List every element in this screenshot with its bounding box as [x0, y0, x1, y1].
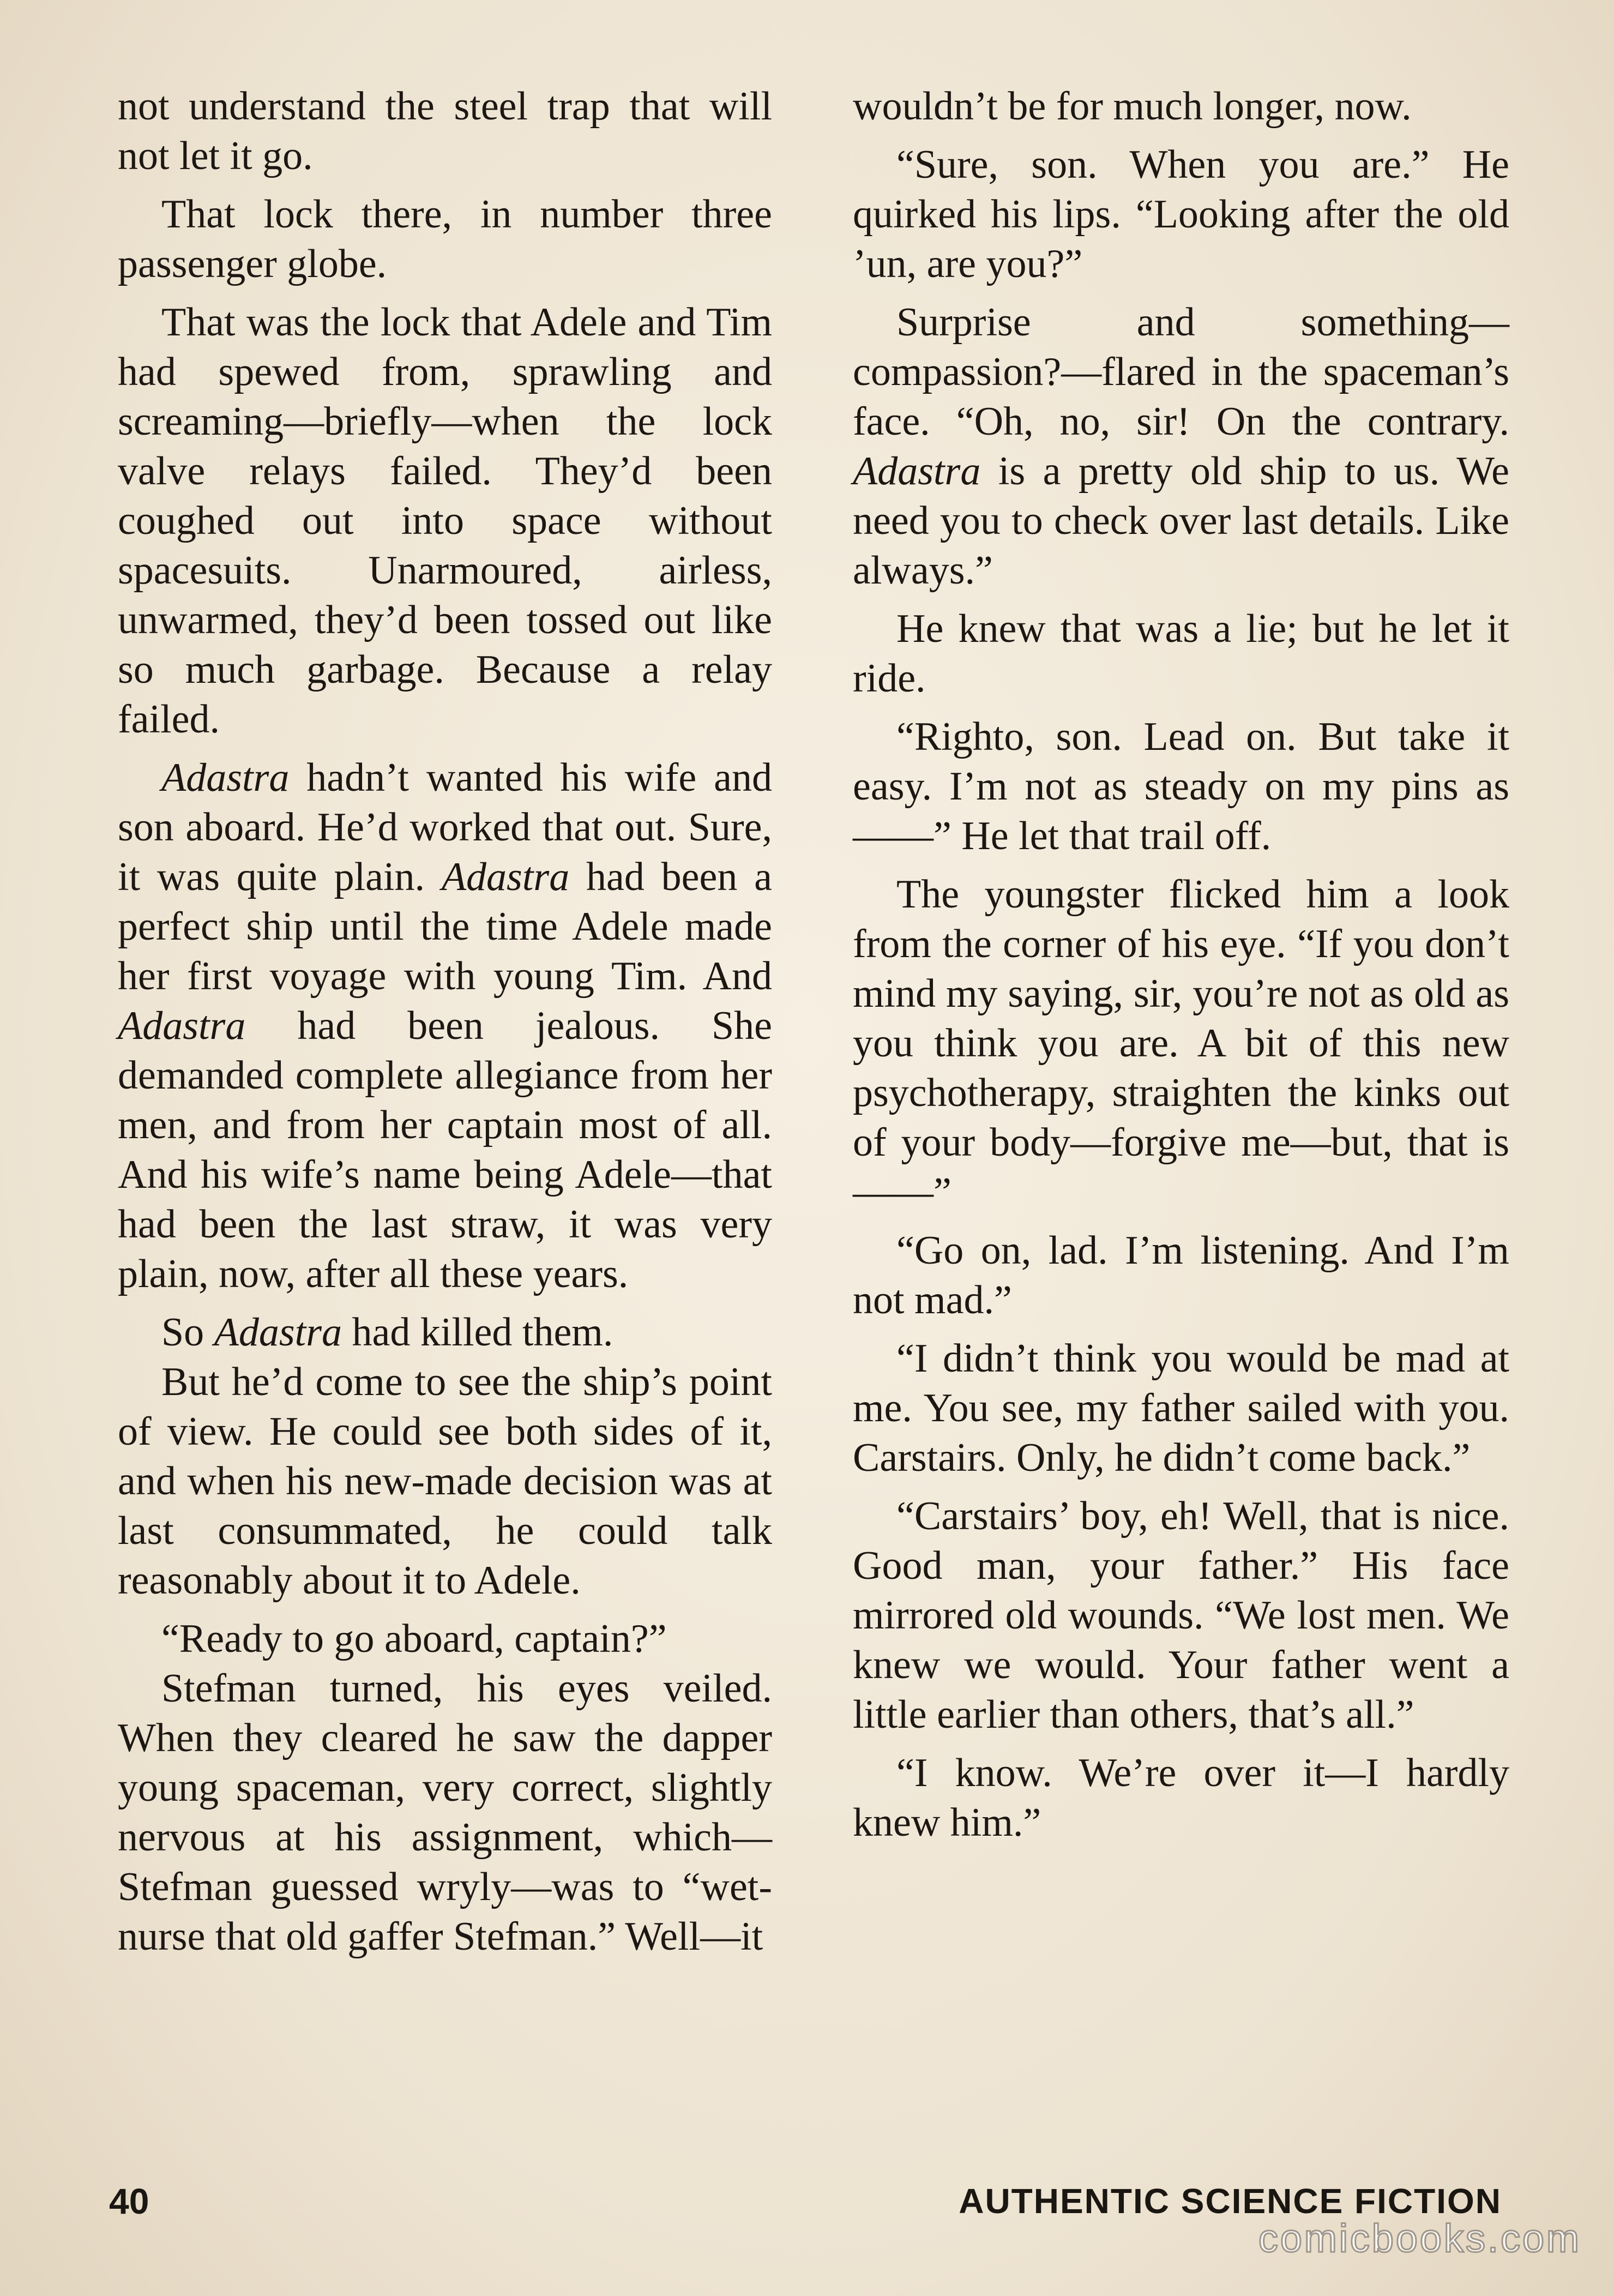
- paragraph: wouldn’t be for much longer, now.: [853, 84, 1412, 129]
- text-run: hadn’t wanted his wife and son aboard. He’d worked that out. Sure, it was quite plain.: [118, 755, 772, 899]
- paragraph: “I know. We’re over it—I hardly knew him.”: [853, 1751, 1509, 1845]
- text-run: Surprise and something—compassion?—flared in the spaceman’s face. “Oh, no, sir! On the contrary.: [853, 300, 1509, 444]
- paragraph: “Go on, lad. I’m listening. And I’m not mad.”: [853, 1228, 1509, 1323]
- left-column: [118, 82, 772, 1970]
- paragraph: [118, 1308, 772, 1357]
- paragraph: But he’d come to see the ship’s point of view. He could see both sides of it, and when his new-made decision was at last consummated, he could talk reasonably about it to Adele.: [118, 1360, 772, 1603]
- ship-name: Adastra: [161, 755, 290, 800]
- ship-name: Adastra: [118, 1003, 246, 1048]
- paragraph: not understand the steel trap that will not let it go.: [118, 84, 772, 178]
- page-number: 40: [109, 2181, 149, 2221]
- paragraph: The youngster flicked him a look from the corner of his eye. “If you don’t mind my saying, sir, you’re not as old as you think you are. A bit of this new psychotherapy, straighten the kinks out of your body—forgive me—but, that is——”: [853, 872, 1509, 1215]
- ship-name: Adastra: [853, 449, 981, 494]
- text-run: had killed them.: [342, 1310, 613, 1355]
- paragraph: [853, 298, 1509, 596]
- paragraph: “Ready to go aboard, captain?”: [161, 1616, 667, 1661]
- running-head: AUTHENTIC SCIENCE FICTION: [959, 2181, 1502, 2221]
- text-run: is a pretty old ship to us. We need you to check over last details. Like always.”: [853, 449, 1509, 593]
- right-column: [853, 82, 1509, 1856]
- paragraph: That was the lock that Adele and Tim had spewed from, sprawling and screaming—briefly—when the lock valve relays failed. They’d been coughed out into space without spacesuits. Unarmoured, airless, unwarmed, they’d been tossed out like so much garbage. Because a relay failed.: [118, 300, 772, 742]
- watermark: comicbooks.com: [1258, 2217, 1581, 2261]
- paragraph: Stefman turned, his eyes veiled. When they cleared he saw the dapper young spaceman, very correct, slightly nervous at his assignment, which—Stefman guessed wryly—was to “wet-nurse that old gaffer Stefman.” Well—it: [118, 1666, 772, 1959]
- ship-name: Adastra: [214, 1310, 342, 1355]
- paragraph: “Righto, son. Lead on. But take it easy. I’m not as steady on my pins as——” He let that trail off.: [853, 714, 1509, 858]
- paragraph: “I didn’t think you would be mad at me. You see, my father sailed with you. Carstairs. Only, he didn’t come back.”: [853, 1336, 1509, 1480]
- paragraph: “Sure, son. When you are.” He quirked his lips. “Looking after the old ’un, are you?”: [853, 142, 1509, 286]
- ship-name: Adastra: [441, 855, 570, 899]
- paragraph: “Carstairs’ boy, eh! Well, that is nice. Good man, your father.” His face mirrored old wounds. “We lost men. We knew we would. Your father went a little earlier than others, that’s all.”: [853, 1494, 1509, 1737]
- paragraph: He knew that was a lie; but he let it ride.: [853, 606, 1509, 701]
- text-run: had been jealous. She demanded complete allegiance from her men, and from her captain most of all. And his wife’s name being Adele—that had been the last straw, it was very plain, now, after all these years.: [118, 1003, 772, 1296]
- paragraph: [118, 753, 772, 1299]
- paragraph: That lock there, in number three passenger globe.: [118, 192, 772, 286]
- text-run: had been a perfect ship until the time Adele made her first voyage with young Tim. And: [118, 855, 772, 999]
- text-run: So: [161, 1310, 214, 1355]
